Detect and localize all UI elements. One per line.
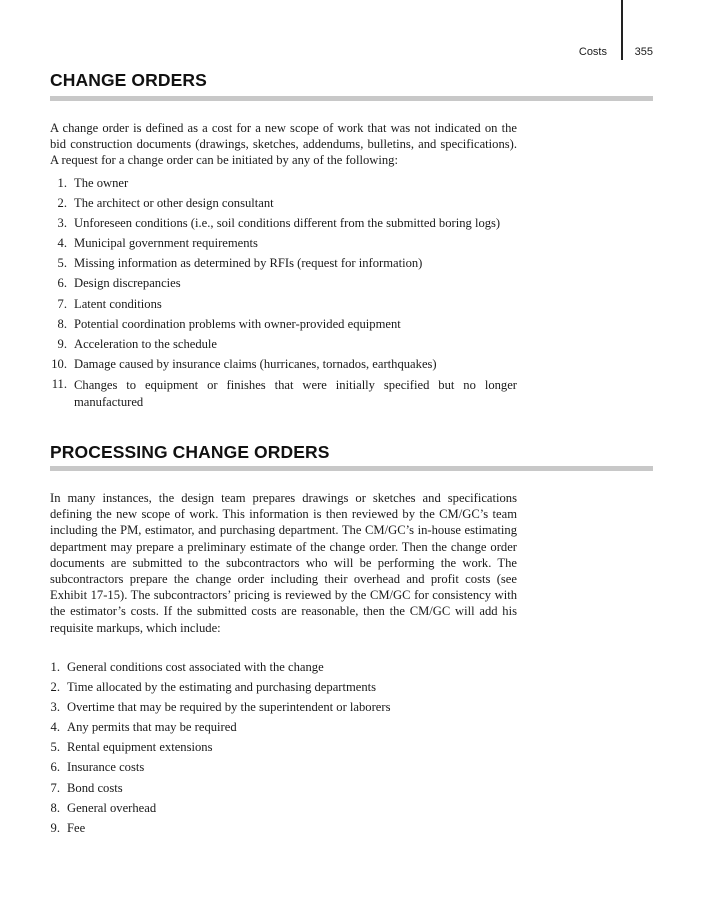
list-item-number: 3. xyxy=(57,216,67,231)
list-item-text: Acceleration to the schedule xyxy=(74,336,218,351)
list-item-number: 4. xyxy=(50,720,60,735)
list-item-number: 11. xyxy=(51,376,67,391)
list-item-text: Rental equipment extensions xyxy=(67,740,213,755)
list-item xyxy=(50,377,517,411)
processing-paragraph: In many instances, the design team prepares drawings or sketches and specifications defining the new scope of work. This information is then reviewed by the CM/GC’s team including the PM, estimator, and purchasing department. The CM/GC’s in-house estimating department may prepare a preliminary estimate of the change order. Then the change order documents are submitted to the subcontractors who will be performing the work. The subcontractors prepare the change order including their overhead and profit costs (see Exhibit 17-15). The subcontractors’ pricing is reviewed by the CM/GC for consistency with the estimator’s costs. If the submitted costs are reasonable, then the CM/GC will add his requisite markups, which include: xyxy=(50,491,517,635)
list-item xyxy=(50,256,517,276)
list-item xyxy=(50,781,517,801)
list-item-text: Potential coordination problems with owner-provided equipment xyxy=(74,316,401,331)
list-item-number: 3. xyxy=(50,700,60,715)
list-item-text: Latent conditions xyxy=(74,296,162,311)
list-item xyxy=(50,700,517,720)
list-item xyxy=(50,720,517,740)
list-item-number: 4. xyxy=(57,236,67,251)
list-item-number: 2. xyxy=(50,680,60,695)
intro-paragraph: A change order is defined as a cost for a new scope of work that was not indicated on the bid construction documents (drawings, sketches, addendums, bulletins, and specifications). A request for a change order can be initiated by any of the following: xyxy=(50,121,517,168)
list-item-text: General overhead xyxy=(67,800,157,815)
heading-underline-bar xyxy=(50,466,653,471)
list-item xyxy=(50,216,517,236)
list-item-text: Overtime that may be required by the superintendent or laborers xyxy=(67,700,391,715)
list-item-number: 8. xyxy=(57,316,67,331)
list-item-text: Time allocated by the estimating and purchasing departments xyxy=(67,680,377,695)
list-item-text: Changes to equipment or finishes that were initially specified but no longer manufactured xyxy=(74,377,517,409)
list-item xyxy=(50,821,517,841)
running-head-section: Costs xyxy=(578,46,607,58)
list-item-number: 5. xyxy=(50,740,60,755)
list-item xyxy=(50,297,517,317)
list-item xyxy=(50,760,517,780)
list-item xyxy=(50,357,517,377)
list-item-number: 9. xyxy=(50,820,60,835)
list-item xyxy=(50,660,517,680)
list-item-number: 6. xyxy=(57,276,67,291)
list-item-number: 1. xyxy=(57,176,67,190)
list-item-number: 9. xyxy=(57,336,67,351)
heading-change-orders: CHANGE ORDERS xyxy=(50,70,207,90)
markups-list xyxy=(50,660,517,841)
list-item xyxy=(50,680,517,700)
list-item-number: 10. xyxy=(51,356,67,371)
list-item-text: General conditions cost associated with the change xyxy=(67,660,324,674)
heading-processing-change-orders: PROCESSING CHANGE ORDERS xyxy=(50,442,330,462)
list-item xyxy=(50,176,517,196)
list-item-number: 7. xyxy=(57,296,67,311)
list-item-number: 1. xyxy=(50,660,60,674)
list-item-text: Missing information as determined by RFIs (request for information) xyxy=(74,256,423,271)
list-item-text: Bond costs xyxy=(67,780,123,795)
list-item xyxy=(50,801,517,821)
list-item xyxy=(50,740,517,760)
list-item xyxy=(50,276,517,296)
list-item xyxy=(50,317,517,337)
list-item-text: Municipal government requirements xyxy=(74,236,258,251)
list-item xyxy=(50,236,517,256)
list-item-text: The architect or other design consultant xyxy=(74,196,274,211)
list-item-number: 6. xyxy=(50,760,60,775)
list-item-number: 8. xyxy=(50,800,60,815)
list-item-text: Unforeseen conditions (i.e., soil conditions different from the submitted boring logs) xyxy=(74,216,501,231)
header-vertical-rule xyxy=(621,0,623,60)
list-item-text: Fee xyxy=(67,820,86,835)
list-item xyxy=(50,196,517,216)
list-item-text: The owner xyxy=(74,176,129,190)
change-order-sources-list xyxy=(50,176,517,411)
list-item-number: 2. xyxy=(57,196,67,211)
list-item-text: Any permits that may be required xyxy=(67,720,237,735)
list-item-number: 5. xyxy=(57,256,67,271)
list-item-text: Damage caused by insurance claims (hurricanes, tornados, earthquakes) xyxy=(74,356,437,371)
list-item xyxy=(50,337,517,357)
heading-underline-bar xyxy=(50,96,653,101)
list-item-text: Design discrepancies xyxy=(74,276,181,291)
list-item-text: Insurance costs xyxy=(67,760,145,775)
list-item-number: 7. xyxy=(50,780,60,795)
page-number: 355 xyxy=(634,46,653,58)
